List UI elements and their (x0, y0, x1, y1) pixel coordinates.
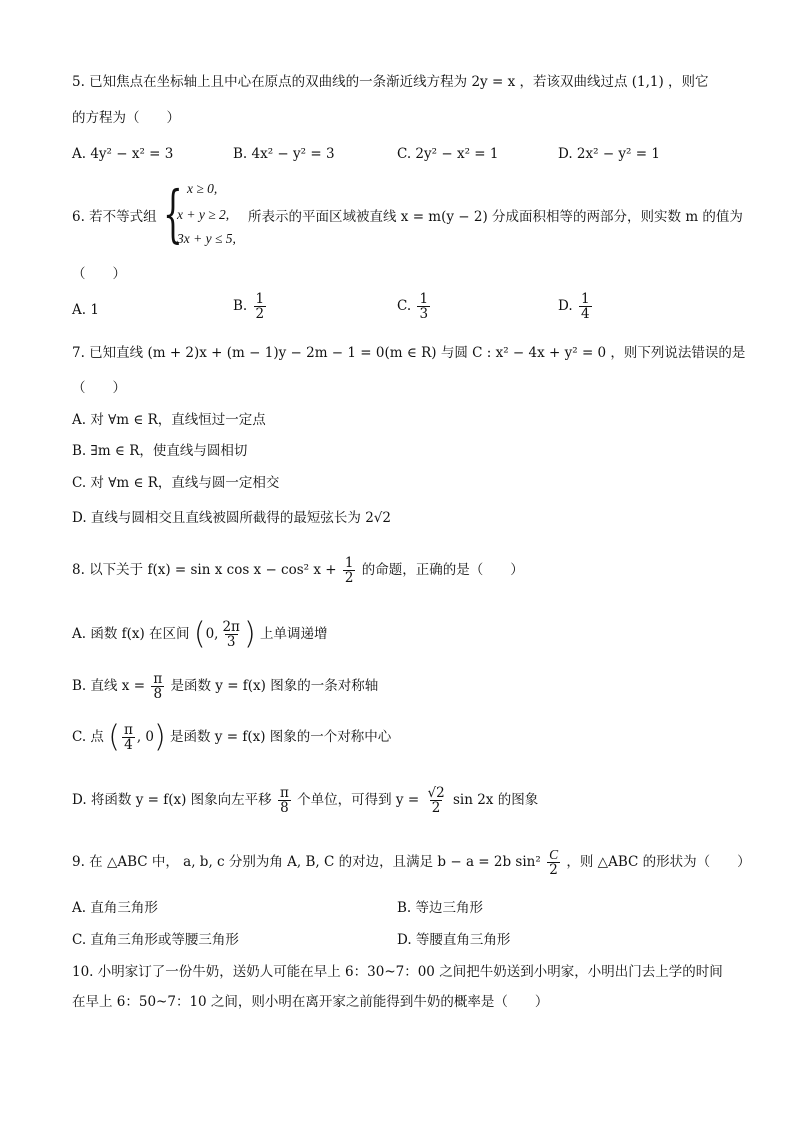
q9-option-c: C. 直角三角形或等腰三角形 (72, 932, 239, 948)
q6-option-c-fraction (417, 292, 430, 321)
q8-a-fraction (220, 620, 241, 649)
q8-d-fraction-2 (425, 786, 446, 815)
q6-option-b (233, 292, 268, 321)
q8-b-post: 是函数 y = f(x) 图象的一条对称轴 (170, 678, 379, 694)
q5-option-a: A. 4y² − x² = 3 (72, 146, 174, 162)
q8-c-fraction (122, 723, 135, 752)
q7-option-b: B. ∃m ∈ R，使直线与圆相切 (72, 443, 248, 459)
q9-stem (72, 848, 751, 877)
frac-denominator: 2 (344, 570, 354, 586)
frac-denominator: 4 (124, 737, 133, 753)
q6-paren: （ ） (72, 266, 126, 282)
q8-d-post: sin 2x 的图象 (452, 792, 539, 808)
q6-option-b-label: B. (233, 298, 248, 314)
q10-stem-line1: 10. 小明家订了一份牛奶，送奶人可能在早上 6：30~7：00 之间把牛奶送到小明家，小明出门去上学的时间 (72, 964, 723, 980)
q8-d-pre: D. 将函数 y = f(x) 图象向左平移 (72, 792, 272, 808)
frac-numerator: 1 (580, 291, 590, 307)
q8-option-c (72, 719, 392, 755)
frac-numerator: C (549, 847, 559, 862)
frac-denominator: 4 (580, 306, 590, 322)
frac-denominator: 8 (153, 686, 163, 702)
frac-numerator: π (279, 785, 289, 801)
q5-option-d: D. 2x² − y² = 1 (558, 146, 660, 162)
frac-denominator: 2 (255, 306, 265, 322)
q8-c-pre: C. 点 (72, 729, 104, 745)
q8-stem (72, 556, 524, 585)
q6-ineq-2: x + y ≥ 2, (177, 207, 230, 222)
q8-stem-post: 的命题，正确的是（ ） (361, 562, 524, 578)
q7-stem: 7. 已知直线 (m + 2)x + (m − 1)y − 2m − 1 = 0(m ∈ R) 与圆 C : x² − 4x + y² = 0 ，则下列说法错误的是 (72, 345, 746, 361)
q9-fraction (547, 848, 560, 877)
q6-option-a: A. 1 (72, 302, 99, 318)
q6-inequality-system (163, 178, 253, 250)
frac-denominator: 2 (549, 862, 558, 878)
q6-brace: { (163, 177, 183, 250)
q9-option-d: D. 等腰直角三角形 (397, 932, 511, 948)
right-paren: ) (154, 719, 166, 755)
q8-c-mid: , 0 (136, 729, 154, 745)
q7-option-d: D. 直线与圆相交且直线被圆所截得的最短弦长为 2√2 (72, 510, 391, 526)
q10-stem-line2: 在早上 6：50~7：10 之间，则小明在离开家之前能得到牛奶的概率是（ ） (72, 994, 549, 1010)
q9-stem-pre: 9. 在 △ABC 中， a, b, c 分别为角 A, B, C 的对边，且满足 b − a = 2b sin² (72, 854, 541, 870)
q7-option-c: C. 对 ∀m ∈ R，直线与圆一定相交 (72, 475, 280, 491)
q8-a-post: 上单调递增 (259, 626, 328, 642)
q6-lead: 6. 若不等式组 (72, 209, 157, 225)
frac-numerator: 1 (344, 555, 354, 571)
frac-numerator: √2 (427, 785, 445, 801)
left-paren: ( (193, 616, 206, 652)
frac-numerator: 1 (255, 291, 265, 307)
frac-denominator: 8 (280, 800, 289, 816)
frac-denominator: 3 (419, 306, 429, 322)
q8-option-d (72, 786, 538, 815)
q8-d-mid: 个单位，可得到 y = (297, 792, 420, 808)
q9-option-b: B. 等边三角形 (397, 900, 484, 916)
q8-c-post: 是函数 y = f(x) 图象的一个对称中心 (170, 729, 392, 745)
q6-option-b-fraction (254, 292, 267, 321)
q9-stem-post: ，则 △ABC 的形状为（ ） (566, 854, 751, 870)
q9-option-a: A. 直角三角形 (72, 900, 158, 916)
q8-a-pre: A. 函数 f(x) 在区间 (72, 626, 190, 642)
q6-option-c (397, 292, 432, 321)
q8-stem-pre: 8. 以下关于 f(x) = sin x cos x − cos² x + (72, 562, 337, 578)
frac-denominator: 3 (226, 634, 236, 650)
q8-b-pre: B. 直线 x = (72, 678, 146, 694)
frac-denominator: 2 (431, 800, 441, 816)
q8-d-fraction (278, 786, 291, 815)
q8-half-fraction (343, 556, 356, 585)
q6-option-d-fraction (579, 292, 592, 321)
q5-stem-line2: 的方程为（ ） (72, 110, 180, 126)
q5-option-c: C. 2y² − x² = 1 (397, 146, 499, 162)
q6-ineq-1: x ≥ 0, (187, 181, 218, 196)
q8-option-a (72, 616, 328, 652)
q8-b-fraction (151, 672, 164, 701)
q8-a-open: 0, (205, 626, 219, 642)
frac-numerator: π (123, 722, 133, 738)
frac-numerator: 1 (419, 291, 429, 307)
q6-option-d (558, 292, 594, 321)
q8-option-b (72, 672, 378, 701)
frac-numerator: π (153, 671, 163, 687)
q7-paren: （ ） (72, 380, 126, 396)
q6-option-c-label: C. (397, 298, 412, 314)
frac-numerator: 2π (222, 619, 240, 635)
q6-option-d-label: D. (558, 298, 573, 314)
left-paren: ( (108, 719, 120, 755)
right-paren: ) (243, 616, 256, 652)
q6-stem: 所表示的平面区域被直线 x = m(y − 2) 分成面积相等的两部分，则实数 m 的值为 (248, 209, 743, 225)
q5-option-b: B. 4x² − y² = 3 (233, 146, 335, 162)
q5-stem-line1: 5. 已知焦点在坐标轴上且中心在原点的双曲线的一条渐近线方程为 2y = x ，若该双曲线过点 (1,1) ，则它 (72, 74, 709, 90)
q7-option-a: A. 对 ∀m ∈ R，直线恒过一定点 (72, 412, 266, 428)
q6-ineq-3: 3x + y ≤ 5, (177, 231, 236, 246)
